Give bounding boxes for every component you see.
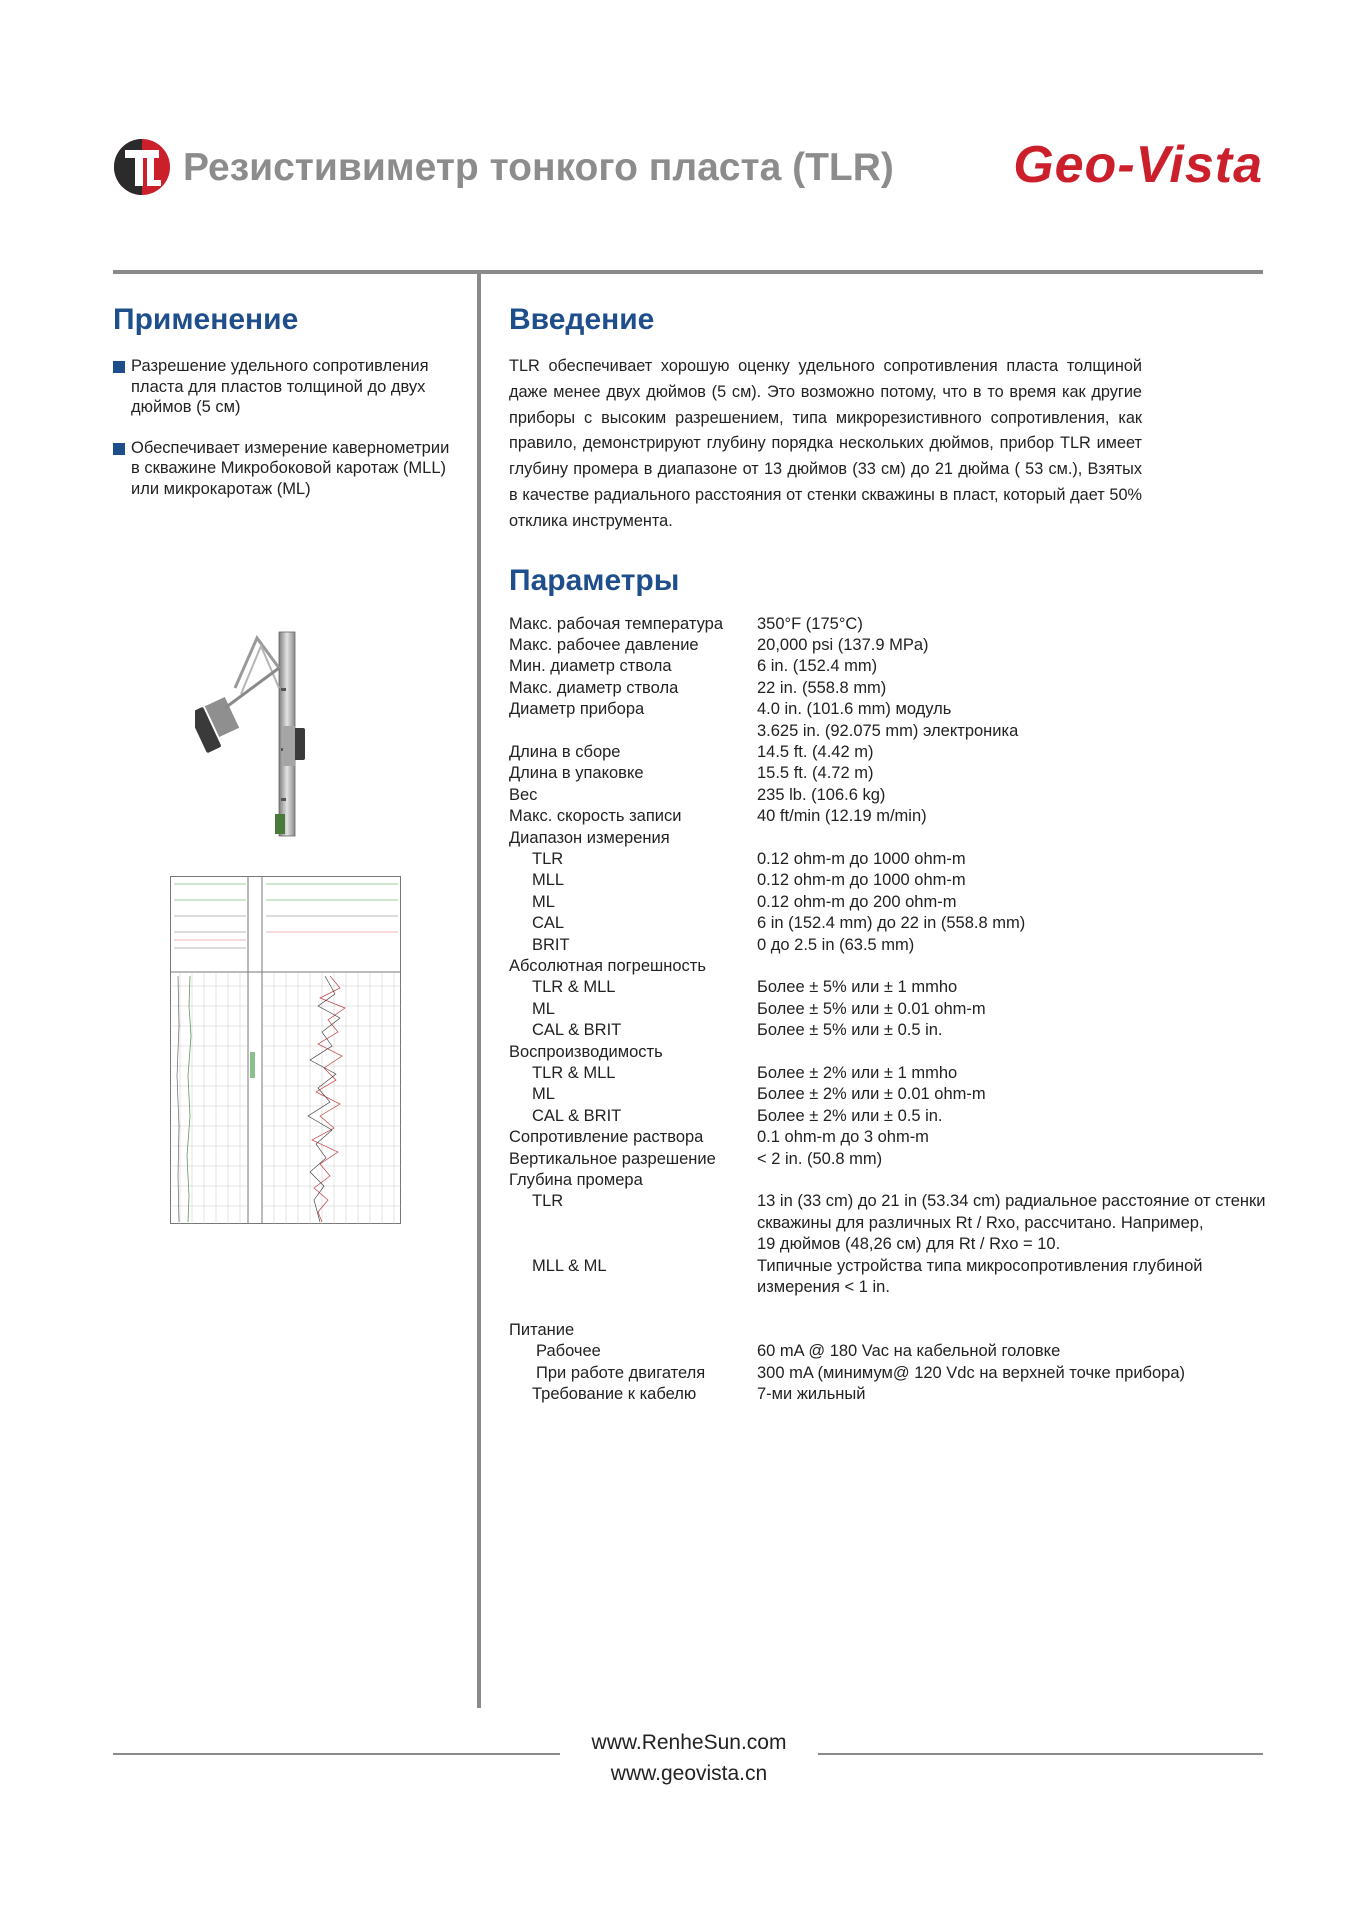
parameters-table xyxy=(509,614,1289,1406)
param-value: 0 до 2.5 in (63.5 mm) xyxy=(757,935,915,954)
footer-divider xyxy=(113,1753,560,1755)
page-title: Резистивиметр тонкого пласта (TLR) xyxy=(183,146,894,189)
param-value: 13 in (33 cm) до 21 in (53.34 cm) радиальное расстояние от стенки xyxy=(757,1192,1266,1211)
param-label: MLL xyxy=(532,871,565,890)
param-label: Требование к кабелю xyxy=(532,1385,697,1404)
param-label: Диаметр прибора xyxy=(509,700,645,719)
param-row xyxy=(509,892,1289,913)
param-row xyxy=(509,1170,1289,1191)
param-row xyxy=(509,870,1289,891)
param-label: Глубина промера xyxy=(509,1171,643,1190)
param-label: При работе двигателя xyxy=(536,1363,706,1382)
param-label: TLR xyxy=(532,850,564,869)
param-label: Макс. скорость записи xyxy=(509,807,682,826)
footer-divider xyxy=(818,1753,1263,1755)
param-label: Абсолютная погрешность xyxy=(509,957,706,976)
param-value xyxy=(757,1299,1289,1320)
param-label: Длина в сборе xyxy=(509,743,621,762)
application-section xyxy=(113,302,458,519)
param-row xyxy=(509,849,1289,870)
param-label: Диапазон измерения xyxy=(509,828,670,847)
list-item: Разрешение удельного сопротивления пласта для пластов толщиной до двух дюймов (5 см) xyxy=(113,356,458,418)
param-row xyxy=(509,1106,1289,1127)
param-value: Более ± 2% или ± 1 mmho xyxy=(757,1064,958,1083)
param-value: 4.0 in. (101.6 mm) модуль xyxy=(757,700,952,719)
param-row xyxy=(509,1127,1289,1148)
param-value: скважины для различных Rt / Rxo, рассчитано. Например, xyxy=(757,1213,1204,1232)
param-row xyxy=(509,763,1289,784)
param-label: Длина в упаковке xyxy=(509,764,644,783)
bullet-square-icon xyxy=(113,443,125,455)
param-row xyxy=(509,806,1289,827)
footer xyxy=(560,1727,818,1789)
bullet-square-icon xyxy=(113,361,125,373)
param-label: ML xyxy=(532,892,555,911)
param-value: Типичные устройства типа микросопротивления глубиной xyxy=(757,1256,1203,1275)
param-label: ML xyxy=(532,1085,555,1104)
param-label: Макс. рабочее давление xyxy=(509,635,699,654)
param-row xyxy=(509,1384,1289,1405)
param-value xyxy=(757,1320,1289,1341)
param-label: CAL & BRIT xyxy=(532,1021,622,1040)
param-value: Более ± 2% или ± 0.01 ohm-m xyxy=(757,1085,986,1104)
param-value: 0.12 ohm-m до 1000 ohm-m xyxy=(757,850,966,869)
param-label: Питание xyxy=(509,1320,575,1339)
param-label: TLR & MLL xyxy=(532,978,616,997)
param-label: Рабочее xyxy=(536,1342,601,1361)
param-value: 300 mA (минимум@ 120 Vdc на верхней точке прибора) xyxy=(757,1363,1186,1382)
param-value: 350°F (175°C) xyxy=(757,614,863,633)
param-row xyxy=(509,1320,1289,1341)
application-heading: Применение xyxy=(113,303,299,336)
param-row xyxy=(509,635,1289,656)
param-row xyxy=(509,614,1289,635)
param-row xyxy=(509,1063,1289,1084)
param-label: BRIT xyxy=(532,935,570,954)
param-value xyxy=(757,1042,1289,1063)
param-row xyxy=(509,999,1289,1020)
application-list xyxy=(113,356,458,499)
param-label: Воспроизводимость xyxy=(509,1042,663,1061)
param-row xyxy=(509,828,1289,849)
intro-text: TLR обеспечивает хорошую оценку удельного сопротивления пласта толщиной даже менее двух дюймов (5 см). Это возможно потому, что в то время как другие приборы с высоким разрешением, типа микрорезистивного сопротивления, как правило, демонстрируют глубину порядка нескольких дюймов, прибор TLR имеет глубину промера в диапазоне от 13 дюймов (33 см) до 21 дюйма ( 53 см.), Взятых в качестве радиального расстояния от стенки скважины в пласт, который дает 50% отклика инструмента. xyxy=(509,357,1142,530)
param-value: 0.1 ohm-m до 3 ohm-m xyxy=(757,1128,929,1147)
param-value: 3.625 in. (92.075 mm) электроника xyxy=(757,721,1019,740)
param-value: 0.12 ohm-m до 200 ohm-m xyxy=(757,892,957,911)
param-value: 15.5 ft. (4.72 m) xyxy=(757,764,874,783)
param-value: 40 ft/min (12.19 m/min) xyxy=(757,807,927,826)
intro-section xyxy=(509,302,1289,1406)
param-value: Более ± 2% или ± 0.5 in. xyxy=(757,1106,943,1125)
intro-heading: Введение xyxy=(509,303,655,336)
param-label: ML xyxy=(532,999,555,1018)
param-value: 6 in. (152.4 mm) xyxy=(757,657,878,676)
param-row xyxy=(509,1277,1289,1298)
param-label: Мин. диаметр ствола xyxy=(509,657,672,676)
param-label: Вертикальное разрешение xyxy=(509,1149,716,1168)
param-row xyxy=(509,1191,1289,1212)
param-row xyxy=(509,1020,1289,1041)
param-row xyxy=(509,699,1289,720)
param-row xyxy=(509,1084,1289,1105)
param-value: 0.12 ohm-m до 1000 ohm-m xyxy=(757,871,966,890)
param-label: CAL & BRIT xyxy=(532,1106,622,1125)
param-value: 7-ми жильный xyxy=(757,1385,866,1404)
param-value: < 2 in. (50.8 mm) xyxy=(757,1149,883,1168)
param-value: Более ± 5% или ± 1 mmho xyxy=(757,978,958,997)
param-row xyxy=(509,1234,1289,1255)
param-row xyxy=(509,977,1289,998)
param-label: CAL xyxy=(532,914,565,933)
param-value: Более ± 5% или ± 0.01 ohm-m xyxy=(757,999,986,1018)
parameters-heading: Параметры xyxy=(509,563,680,597)
param-value: 6 in (152.4 mm) до 22 in (558.8 mm) xyxy=(757,914,1026,933)
param-label: TLR xyxy=(532,1192,564,1211)
top-divider xyxy=(113,270,1263,274)
param-row xyxy=(509,1299,1289,1320)
param-label: Макс. диаметр ствола xyxy=(509,678,679,697)
param-label: MLL & ML xyxy=(532,1256,607,1275)
param-row xyxy=(509,1256,1289,1277)
param-value: 235 lb. (106.6 kg) xyxy=(757,785,886,804)
param-row xyxy=(509,1213,1289,1234)
param-row xyxy=(509,913,1289,934)
param-value xyxy=(757,1170,1289,1191)
param-value: 60 mA @ 180 Vac на кабельной головке xyxy=(757,1342,1061,1361)
param-value: 20,000 psi (137.9 MPa) xyxy=(757,635,929,654)
tool-image xyxy=(195,628,345,838)
param-label: TLR & MLL xyxy=(532,1064,616,1083)
param-label: Макс. рабочая температура xyxy=(509,614,723,633)
page-header xyxy=(113,135,1263,205)
param-row xyxy=(509,1363,1289,1384)
param-row xyxy=(509,742,1289,763)
param-value: 22 in. (558.8 mm) xyxy=(757,678,887,697)
param-row xyxy=(509,678,1289,699)
param-row xyxy=(509,1149,1289,1170)
param-row xyxy=(509,935,1289,956)
param-row xyxy=(509,1042,1289,1063)
param-row xyxy=(509,656,1289,677)
param-row xyxy=(509,956,1289,977)
param-row xyxy=(509,1341,1289,1362)
param-value: 14.5 ft. (4.42 m) xyxy=(757,743,874,762)
param-value xyxy=(757,828,1289,849)
param-value: 19 дюймов (48,26 см) для Rt / Rxo = 10. xyxy=(757,1235,1061,1254)
tl-logo-icon xyxy=(113,138,171,196)
param-label: Сопротивление раствора xyxy=(509,1128,704,1147)
column-divider xyxy=(477,274,481,1708)
footer-link[interactable]: www.geovista.cn xyxy=(610,1762,768,1785)
param-row xyxy=(509,721,1289,742)
param-value xyxy=(757,956,1289,977)
brand-logo: Geo-Vista xyxy=(1013,136,1263,194)
param-value: измерения < 1 in. xyxy=(757,1278,890,1297)
list-item: Обеспечивает измерение кавернометрии в скважине Микробоковой каротаж (MLL) или микрокаротаж (ML) xyxy=(113,438,458,500)
param-label: Вес xyxy=(509,785,538,804)
log-sample-image xyxy=(170,876,401,1224)
param-row xyxy=(509,785,1289,806)
footer-link[interactable]: www.RenheSun.com xyxy=(591,1731,787,1754)
param-value: Более ± 5% или ± 0.5 in. xyxy=(757,1021,943,1040)
